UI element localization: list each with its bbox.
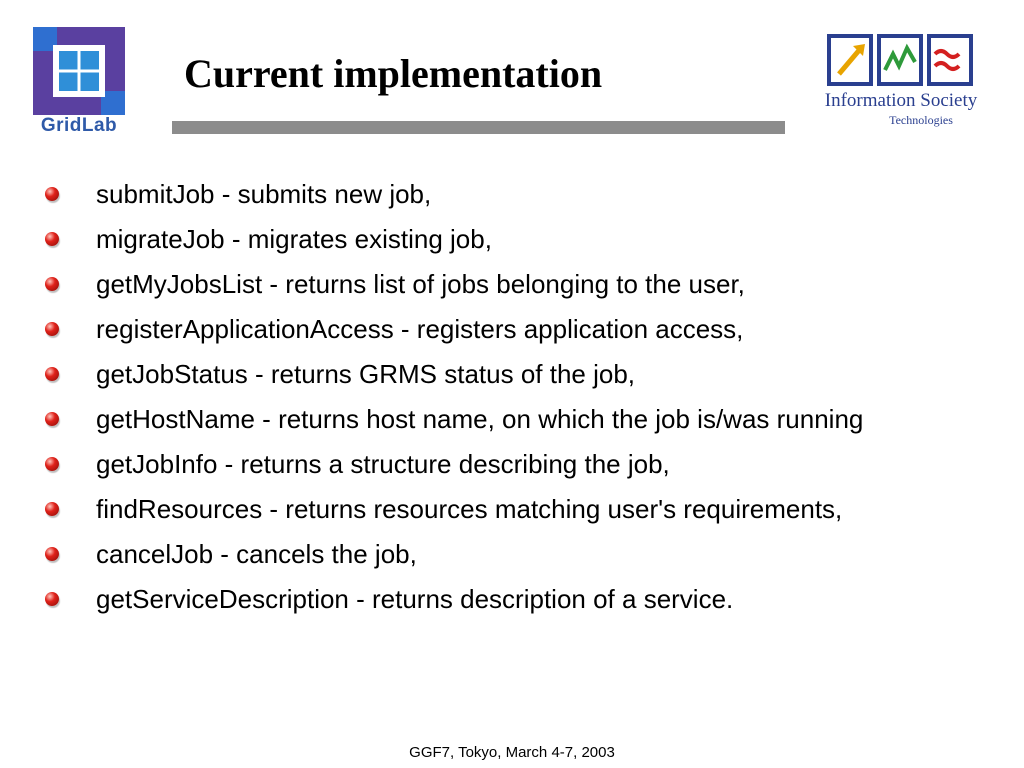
bullet-icon (45, 457, 59, 471)
bullet-text: cancelJob - cancels the job, (96, 539, 417, 569)
bullet-icon (45, 322, 59, 336)
slide-footer: GGF7, Tokyo, March 4-7, 2003 (409, 744, 615, 761)
list-item (0, 266, 926, 302)
list-item (0, 401, 926, 437)
bullet-text: getJobInfo - returns a structure describing the job, (96, 449, 670, 479)
title-underline-bar (172, 121, 785, 134)
bullet-text: getServiceDescription - returns description of a service. (96, 584, 734, 614)
bullet-icon (45, 367, 59, 381)
gridlab-logo-text: GridLab (40, 115, 118, 136)
list-item (0, 221, 926, 257)
bullet-icon (45, 412, 59, 426)
list-item (0, 176, 926, 212)
bullet-icon (45, 232, 59, 246)
bullet-text: registerApplicationAccess - registers application access, (96, 314, 744, 344)
gridlab-logo (30, 27, 128, 139)
bullet-text: getMyJobsList - returns list of jobs belonging to the user, (96, 269, 745, 299)
ist-logo-icon (827, 32, 973, 88)
list-item (0, 536, 926, 572)
list-item (0, 446, 926, 482)
bullet-icon (45, 547, 59, 561)
ist-logo-subtext: Technologies (889, 113, 953, 127)
ist-logo-text: Information Society (824, 90, 978, 111)
bullet-text: getJobStatus - returns GRMS status of the job, (96, 359, 636, 389)
list-item (0, 491, 926, 527)
ist-logo (805, 32, 997, 130)
bullet-text: getHostName - returns host name, on which the job is/was running (96, 404, 864, 434)
bullet-icon (45, 502, 59, 516)
bullet-icon (45, 187, 59, 201)
list-item (0, 311, 926, 347)
gridlab-logo-icon (33, 27, 125, 115)
bullet-list (0, 176, 1024, 626)
bullet-icon (45, 592, 59, 606)
bullet-icon (45, 277, 59, 291)
slide-title: Current implementation (184, 51, 603, 96)
bullet-text: migrateJob - migrates existing job, (96, 224, 492, 254)
bullet-text: submitJob - submits new job, (96, 179, 432, 209)
list-item (0, 356, 926, 392)
list-item (0, 581, 926, 617)
bullet-text: findResources - returns resources matching user's requirements, (96, 494, 843, 524)
